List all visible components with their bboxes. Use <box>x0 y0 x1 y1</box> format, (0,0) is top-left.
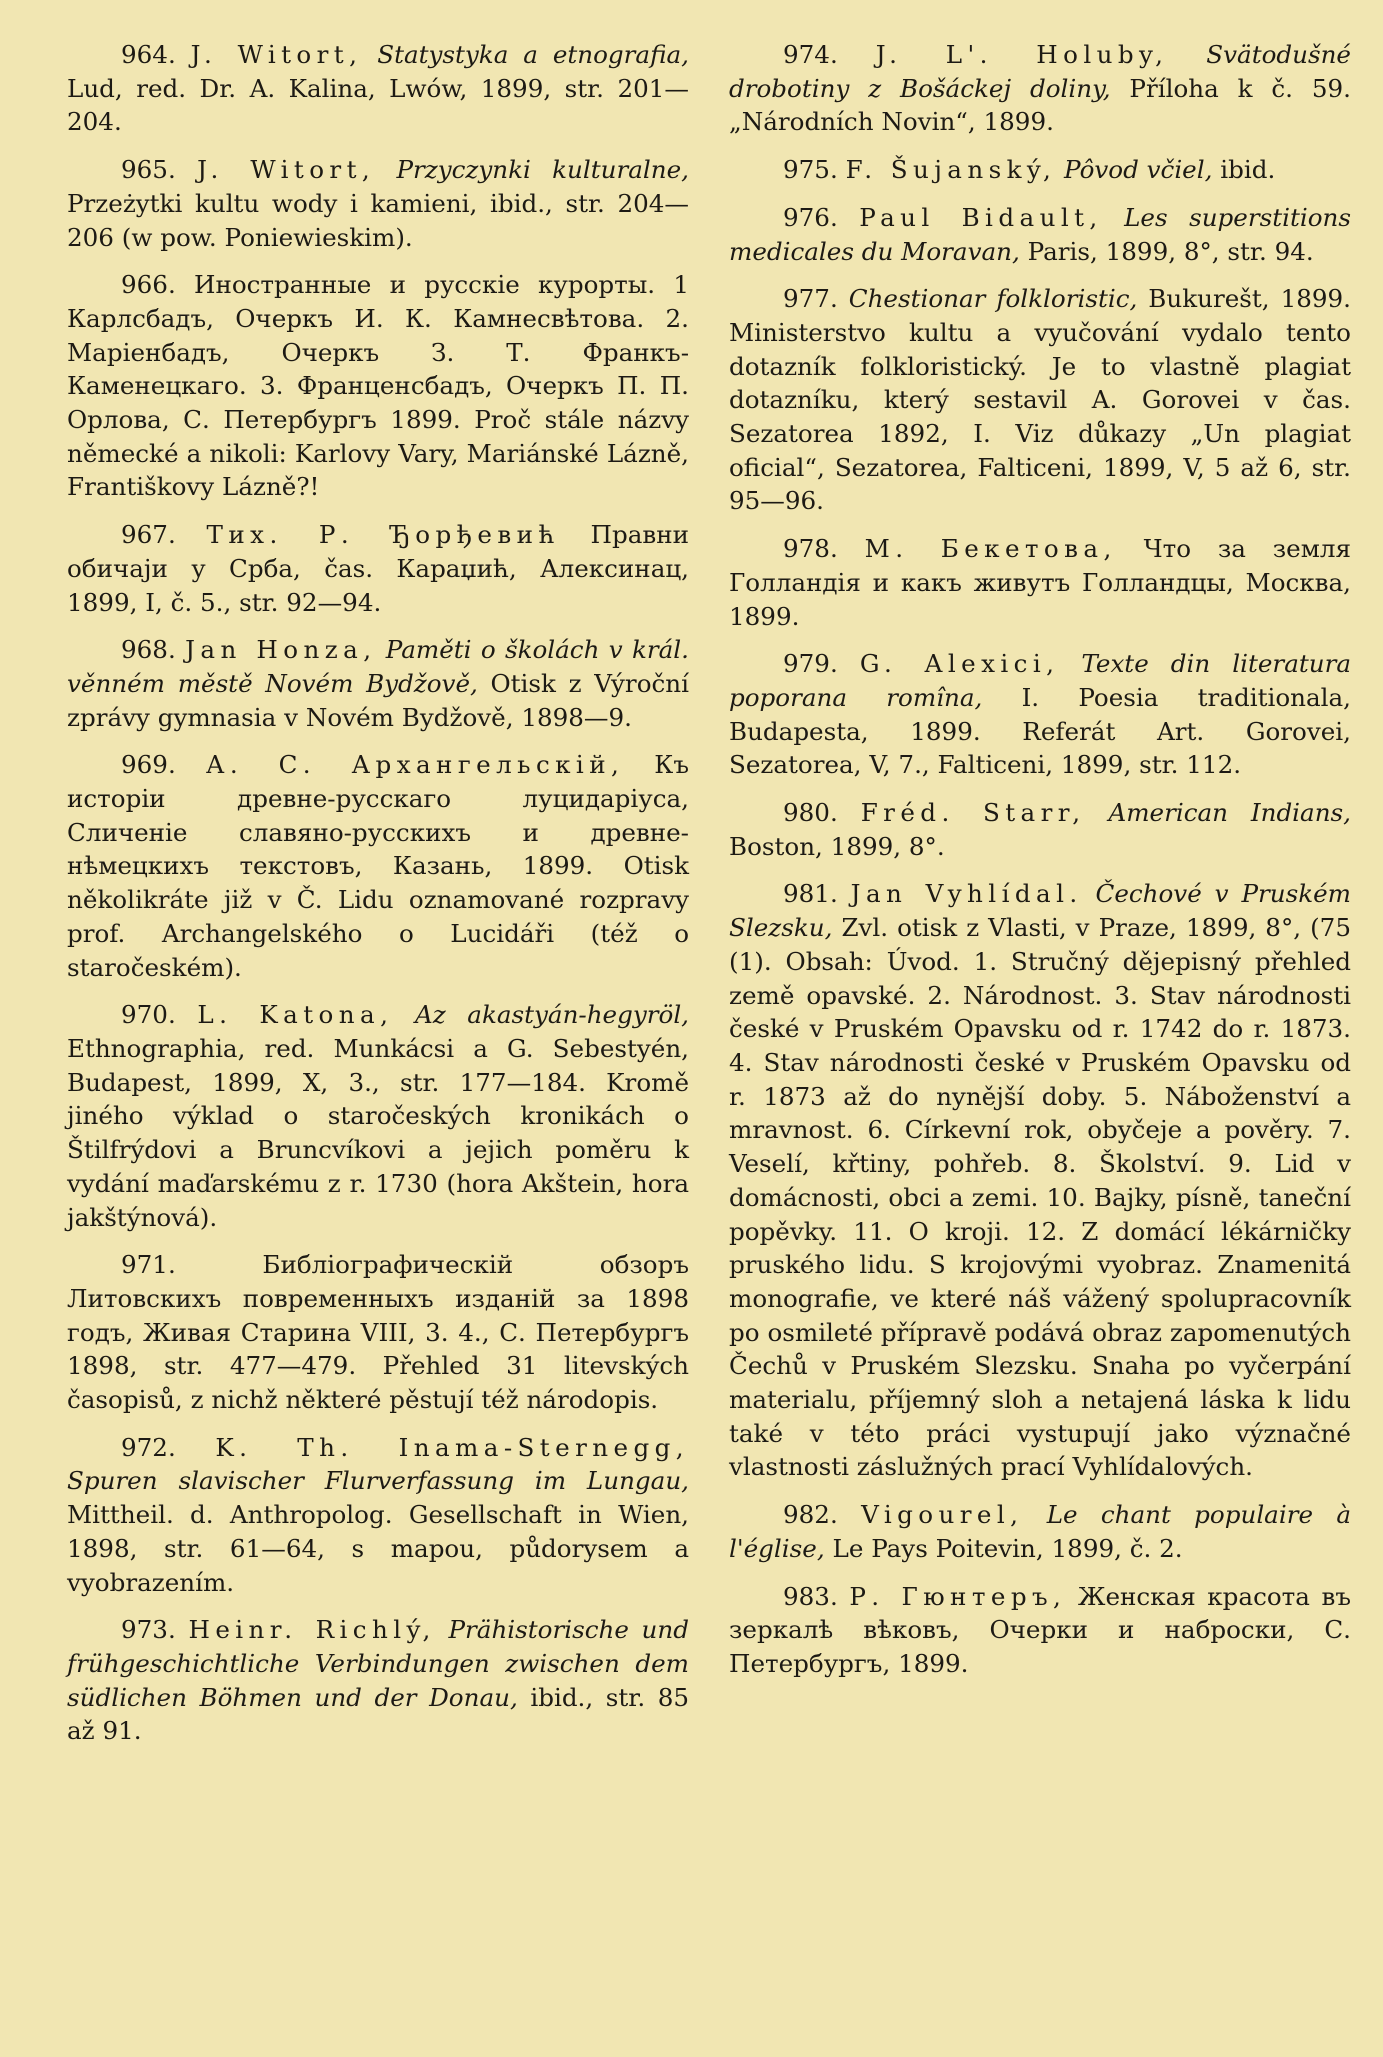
bibliography-entry <box>67 153 689 254</box>
bibliography-entry <box>67 1613 689 1748</box>
entry-details: ibid., str. 85 až 91. <box>67 1682 689 1746</box>
bibliography-entry <box>67 1431 689 1600</box>
entry-author: Paul Bidault, <box>859 202 1103 232</box>
entry-author: А. С. Архангельскій, <box>205 750 625 780</box>
bibliography-entry <box>729 201 1351 268</box>
entry-number: 978. <box>783 534 838 564</box>
entry-details: Zvl. otisk z Vlasti, v Praze, 1899, 8°, (75 (1). Obsah: Úvod. 1. Stručný dějepisný přehled země opavské. 2. Národnost. 3. Stav národnosti české v Pruském Opavsku od r. 1742 do r. 1873. 4. Stav národnosti české v Pruském Opavsku od r. 1873 až do nynější doby. 5. Náboženství a mravnost. 6. Církevní rok, obyčeje a pověry. 7. Veselí, křtiny, pohřeb. 8. Školství. 9. Lid v domácnosti, obci a zemi. 10. Bajky, písně, taneční popěvky. 11. O kroji. 12. Z domácí lékárničky pruského lidu. S krojovými vyobraz. Znamenitá monografie, ve které náš vážený spolupracovník po osmileté přípravě podává obraz zapomenutých Čechů v Pruském Slezsku. Snaha po vyčerpání materialu, příjemný sloh a netajená láska k lidu také v této práci vystupují jako význačné vlastnosti záslužných prací Vyhlídalových. <box>729 913 1351 1482</box>
entry-number: 974. <box>783 40 838 69</box>
entry-title: Az akastyán-hegyröl, <box>414 1000 689 1030</box>
entry-number: 977. <box>783 284 838 314</box>
entry-number: 976. <box>783 202 838 232</box>
entry-title: Le chant populaire à l'église, <box>729 1500 1351 1563</box>
entry-title: Prähistorische und frühgeschichtliche Verbindungen zwischen dem südlichen Böhmen und der Donau, <box>67 1615 689 1712</box>
entry-author: Р. Гюнтеръ, <box>849 1581 1067 1611</box>
entry-author: J. L'. Holuby, <box>875 40 1169 69</box>
entry-author: М. Бекетова, <box>864 534 1117 564</box>
bibliography-entry <box>729 38 1351 139</box>
bibliography-entry <box>67 633 689 734</box>
entry-details: Правни обичаји у Срба, čas. Караџић, Алексинац, 1899, I, č. 5., str. 92—94. <box>67 520 689 617</box>
entry-author: Vigourel, <box>861 1500 1024 1530</box>
bibliography-entry <box>67 268 689 504</box>
entry-number: 966. <box>121 270 176 300</box>
bibliography-entry <box>729 647 1351 782</box>
entry-number: 971. <box>121 1250 176 1280</box>
entry-details: Le Pays Poitevin, 1899, č. 2. <box>832 1533 1183 1563</box>
entry-author: Jan Honza, <box>185 635 377 665</box>
entry-details: Къ исторіи древне-русскаго луцидаріуса, Сличеніе славяно-русскихъ и древне-нѣмецкихъ текстовъ, Казань, 1899. Otisk několikráte již v Č. Lidu oznamované rozpravy prof. Archangelského o Lucidáři (též o staročeském). <box>67 750 689 982</box>
entry-number: 967. <box>121 520 176 550</box>
entry-title: Statystyka a etnografia, <box>377 40 689 69</box>
entry-details: Женская красота въ зеркалѣ вѣковъ, Очерки и наброски, С. Петербургъ, 1899. <box>729 1581 1351 1678</box>
entry-author: Тих. Р. Ђорђевић <box>206 520 560 550</box>
entry-number: 973. <box>121 1615 176 1645</box>
entry-number: 968. <box>121 635 176 665</box>
entry-number: 980. <box>783 798 838 828</box>
entry-details: I. Poesia traditionala, Budapesta, 1899. Referát Art. Gorovei, Sezatorea, V, 7., Falticeni, 1899, str. 112. <box>729 682 1351 780</box>
entry-details: Что за земля Голландія и какъ живутъ Голландцы, Москва, 1899. <box>729 534 1352 631</box>
entry-details: Bukurešt, 1899. Ministerstvo kultu a vyučování vydalo tento dotazník folkloristický. Je to vlastně plagiat dotazníku, který sestavil A. Gorovei v čas. Sezatorea 1892, I. Viz důkazy „Un plagiat oficial“, Sezatorea, Falticeni, 1899, V, 5 až 6, str. 95—96. <box>729 284 1351 516</box>
entry-details: ibid. <box>1220 155 1276 185</box>
entry-author: F. Šujanský, <box>845 155 1057 185</box>
entry-title: Čechové v Pruském Slezsku, <box>729 879 1351 943</box>
entry-details: Przeżytki kultu wody i kamieni, ibid., str. 204—206 (w pow. Poniewieskim). <box>67 188 689 252</box>
entry-author: Heinr. Richlý, <box>188 1615 436 1645</box>
entry-title: American Indians, <box>1108 798 1351 828</box>
bibliography-entry <box>729 1498 1351 1565</box>
entry-title: Przyczynki kulturalne, <box>396 155 689 185</box>
entry-number: 981. <box>783 879 838 909</box>
bibliography-entry <box>67 998 689 1234</box>
entry-author: L. Katona, <box>197 1000 394 1030</box>
entry-details: Иностранные и русскіе курорты. 1 Карлсбадъ, Очеркъ И. К. Камнесвѣтова. 2. Маріенбадъ, Очеркъ З. Т. Франкъ-Каменецкаго. 3. Франценсбадъ, Очеркъ П. П. Орлова, С. Петербургъ 1899. Proč stále názvy německé a nikoli: Karlovy Vary, Mariánské Lázně, Františkovy Lázně?! <box>67 270 689 502</box>
entry-number: 982. <box>783 1500 838 1530</box>
entry-title: Svätodušné drobotiny z Bošáckej doliny, <box>729 40 1351 103</box>
entry-number: 964. <box>121 40 176 69</box>
entry-details: Paris, 1899, 8°, str. 94. <box>1027 236 1314 266</box>
entry-details: Boston, 1899, 8°. <box>729 831 945 861</box>
entry-title: Chestionar folkloristic, <box>848 284 1138 314</box>
entry-number: 979. <box>783 649 838 679</box>
entry-title: Pôvod včiel, <box>1064 155 1213 185</box>
bibliography-entry <box>729 796 1351 863</box>
bibliography-entry <box>729 1580 1351 1681</box>
entry-details: Ethnographia, red. Munkácsi a G. Sebestyén, Budapest, 1899, X, 3., str. 177—184. Kromě jiného výklad o staročeských kronikách o Štilfrýdovi a Bruncvíkovi a jejich poměru k vydání maďarskému z r. 1730 (hora Akštein, hora jakštýnová). <box>67 1033 689 1232</box>
bibliography-entry <box>67 38 689 139</box>
entry-title: Texte din literatura poporana romîna, <box>729 649 1351 712</box>
entry-author: K. Th. Inama-Sternegg, <box>215 1432 689 1462</box>
entry-author: Fréd. Starr, <box>860 798 1086 828</box>
bibliography-entry <box>67 748 689 984</box>
entry-details: Lud, red. Dr. A. Kalina, Lwów, 1899, str. 201—204. <box>67 73 689 137</box>
bibliography-entry <box>67 1248 689 1417</box>
entry-details: Библіографическій обзоръ Литовскихъ повременныхъ изданій за 1898 годъ, Живая Старина VIII, 3. 4., С. Петербургъ 1898, str. 477—479. Přehled 31 litevských časopisů, z nichž některé pěstují též národopis. <box>67 1250 689 1415</box>
left-column <box>67 38 689 2057</box>
entry-number: 965. <box>121 155 176 185</box>
entry-author: J. Witort, <box>197 155 376 185</box>
entry-number: 975. <box>783 155 838 185</box>
entry-author: Jan Vyhlídal. <box>850 879 1083 909</box>
entry-title: Les superstitions medicales du Moravan, <box>729 202 1351 266</box>
entry-number: 969. <box>121 750 176 780</box>
right-column <box>729 38 1351 2057</box>
bibliography-entry <box>67 518 689 619</box>
entry-details: Otisk z Výroční zprávy gymnasia v Novém Bydžově, 1898—9. <box>67 668 689 732</box>
bibliography-entry <box>729 532 1351 633</box>
bibliography-entry <box>729 877 1351 1484</box>
entry-number: 972. <box>121 1432 176 1462</box>
entry-details: Mittheil. d. Anthropolog. Gesellschaft in Wien, 1898, str. 61—64, s mapou, půdorysem a vyobrazením. <box>67 1500 689 1597</box>
entry-number: 970. <box>121 1000 176 1030</box>
entry-number: 983. <box>783 1581 838 1611</box>
entry-title: Paměti o školách v král. věnném městě Novém Bydžově, <box>67 635 689 698</box>
entry-details: Příloha k č. 59. „Národních Novin“, 1899. <box>729 73 1351 137</box>
bibliography-entry <box>729 282 1351 518</box>
entry-author: G. Alexici, <box>859 649 1060 679</box>
entry-author: J. Witort, <box>190 40 363 69</box>
entry-title: Spuren slavischer Flurverfassung im Lungau, <box>67 1466 689 1496</box>
bibliography-entry <box>729 153 1351 187</box>
